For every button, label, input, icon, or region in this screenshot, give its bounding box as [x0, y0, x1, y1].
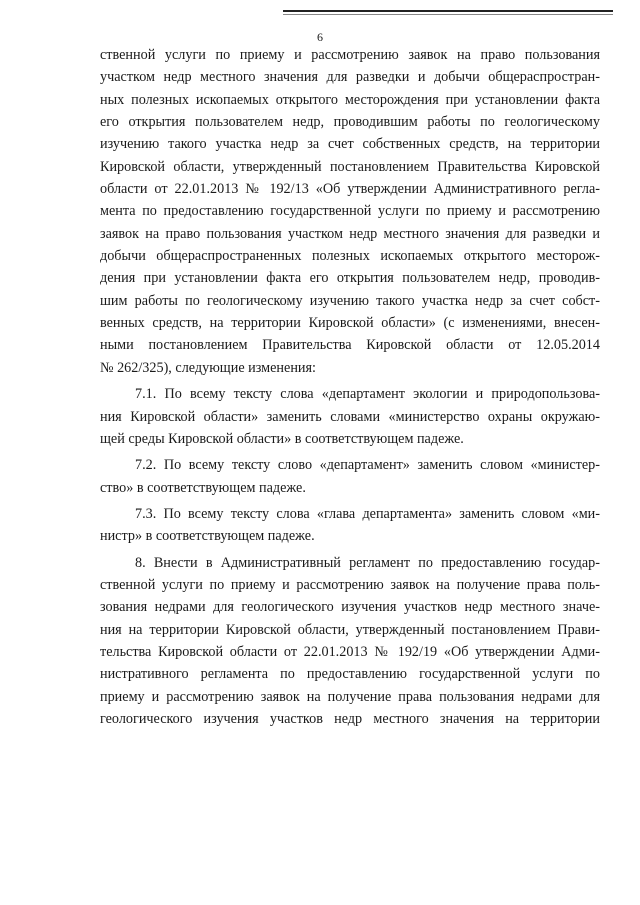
text-line: геологического изучения участков недр местного значения на территории [100, 710, 600, 727]
text-line: Кировской области, утвержденный постановлением Правительства Кировской [100, 158, 600, 175]
text-line: приему и рассмотрению заявок на получение права пользования недрами для [100, 688, 600, 705]
text-line: № 262/325), следующие изменения: [100, 359, 316, 376]
text-line: зования недрами для геологического изучения участков недр местного значе- [100, 599, 600, 616]
text-line: ство» в соответствующем падеже. [100, 479, 306, 496]
text-line: области от 22.01.2013 № 192/13 «Об утверждении Административного регла- [100, 181, 600, 198]
header-rule-thin [283, 14, 613, 15]
text-line: ных полезных ископаемых открытого месторождения при установлении факта [100, 91, 600, 108]
text-line: добычи общераспространенных полезных ископаемых открытого месторож- [100, 248, 600, 265]
text-line: ственной услуги по приему и рассмотрению заявок на право пользования [100, 47, 600, 63]
text-line: нистр» в соответствующем падеже. [100, 528, 315, 545]
page-number: 6 [317, 30, 323, 44]
text-line: нистративного регламента по предоставлению государственной услуги по [100, 666, 600, 683]
text-line: его открытия пользователем недр, проводившим работы по геологическому [100, 114, 600, 131]
document-body [100, 44, 600, 730]
text-line: участком недр местного значения для разведки и добычи общераспростран- [100, 69, 600, 86]
text-line: тельства Кировской области от 22.01.2013 № 192/19 «Об утверждении Адми- [100, 643, 600, 660]
text-line: 7.1. По всему тексту слова «департамент экологии и природопользова- [135, 386, 600, 403]
text-line: шим работы по геологическому изучению такого участка недр за счет собст- [100, 292, 600, 309]
text-line: 7.3. По всему тексту слова «глава департамента» заменить словом «ми- [135, 505, 600, 522]
text-line: ственной услуги по приему и рассмотрению заявок на получение права поль- [100, 576, 600, 593]
text-line: изучению такого участка недр за счет собственных средств, на территории [100, 136, 600, 153]
text-line: ными постановлением Правительства Кировской области от 12.05.2014 [100, 337, 600, 354]
text-line: ния на территории Кировской области, утвержденный постановлением Прави- [100, 621, 600, 638]
text-line: 7.2. По всему тексту слово «департамент» заменить словом «министер- [135, 457, 600, 474]
text-line: 8. Внести в Административный регламент по предоставлению государ- [135, 554, 600, 571]
header-rule [283, 10, 613, 12]
text-line: заявок на право пользования участком недр местного значения для разведки и [100, 225, 600, 242]
text-line: ния Кировской области» заменить словами «министерство охраны окружаю- [100, 408, 600, 425]
text-line: венных средств, на территории Кировской области» (с изменениями, внесен- [100, 315, 600, 332]
text-line: щей среды Кировской области» в соответствующем падеже. [100, 430, 464, 447]
text-line: мента по предоставлению государственной услуги по приему и рассмотрению [100, 203, 600, 220]
text-line: дения при установлении факта его открытия пользователем недр, проводив- [100, 270, 600, 287]
